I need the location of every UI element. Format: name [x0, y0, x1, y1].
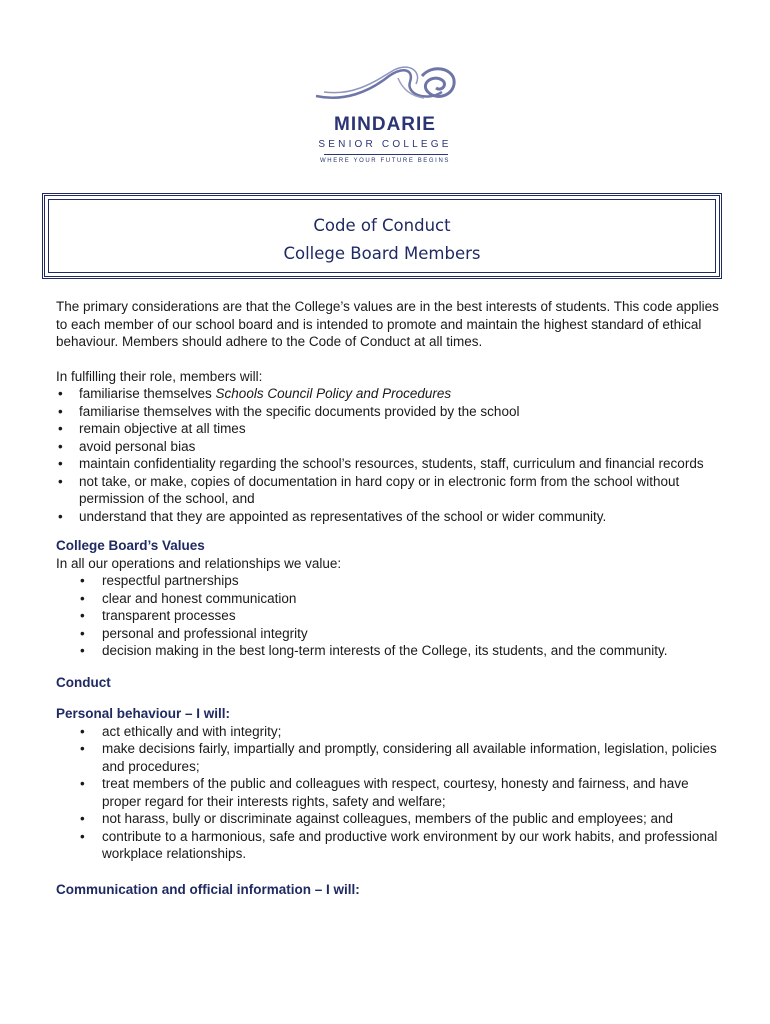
logo-tagline: WHERE YOUR FUTURE BEGINS	[320, 158, 450, 164]
policy-title: Schools Council Policy and Procedures	[215, 386, 452, 401]
values-list	[56, 572, 726, 660]
list-item: • understand that they are appointed as representatives of the school or wider community.	[56, 508, 726, 526]
logo-subtitle: SENIOR COLLEGE	[318, 139, 452, 150]
role-lead: In fulfilling their role, members will:	[56, 368, 263, 384]
values-heading: College Board’s Values	[56, 538, 205, 553]
list-item	[56, 385, 726, 403]
list-item: • clear and honest communication	[56, 590, 726, 608]
document-body	[56, 298, 726, 898]
logo-name: MINDARIE	[334, 114, 436, 135]
personal-behaviour-heading: Personal behaviour – I will:	[56, 706, 231, 721]
list-item: • treat members of the public and colleagues with respect, courtesy, honesty and fairness, and have proper regard for their interests rights, safety and welfare;	[56, 775, 726, 810]
list-item: • decision making in the best long-term interests of the College, its students, and the community.	[56, 642, 726, 660]
list-item: • maintain confidentiality regarding the school’s resources, students, staff, curriculum and financial records	[56, 455, 726, 473]
list-item: • make decisions fairly, impartially and promptly, considering all available information, legislation, policies and procedures;	[56, 740, 726, 775]
intro-paragraph: The primary considerations are that the College’s values are in the best interests of students. This code applies to each member of our school board and is intended to promote and maintain the highest standard of ethical behaviour. Members should adhere to the Code of Conduct at all times.	[56, 299, 719, 349]
conduct-list	[56, 723, 726, 863]
list-item: • transparent processes	[56, 607, 726, 625]
conduct-heading: Conduct	[56, 674, 111, 690]
list-item: • remain objective at all times	[56, 420, 726, 438]
list-item: • respectful partnerships	[56, 572, 726, 590]
list-item: • not harass, bully or discriminate against colleagues, members of the public and employees; and	[56, 810, 726, 828]
document-title: Code of Conduct	[313, 216, 451, 235]
list-item: • familiarise themselves with the specific documents provided by the school	[56, 403, 726, 421]
list-item: • not take, or make, copies of documentation in hard copy or in electronic form from the school without permission of the school, and	[56, 473, 726, 508]
values-lead: In all our operations and relationships we value:	[56, 555, 342, 571]
role-item-prefix: familiarise themselves	[79, 386, 216, 401]
title-box	[42, 193, 722, 279]
communication-heading: Communication and official information – I will:	[56, 881, 360, 897]
college-logo	[300, 62, 470, 172]
list-item: • contribute to a harmonious, safe and productive work environment by our work habits, and professional workplace relationships.	[56, 828, 726, 863]
document-subtitle: College Board Members	[283, 244, 481, 263]
list-item: • personal and professional integrity	[56, 625, 726, 643]
logo-divider	[324, 154, 448, 155]
list-item: • act ethically and with integrity;	[56, 723, 726, 741]
wave-logo-icon	[314, 62, 459, 112]
role-list	[56, 385, 726, 525]
list-item: • avoid personal bias	[56, 438, 726, 456]
